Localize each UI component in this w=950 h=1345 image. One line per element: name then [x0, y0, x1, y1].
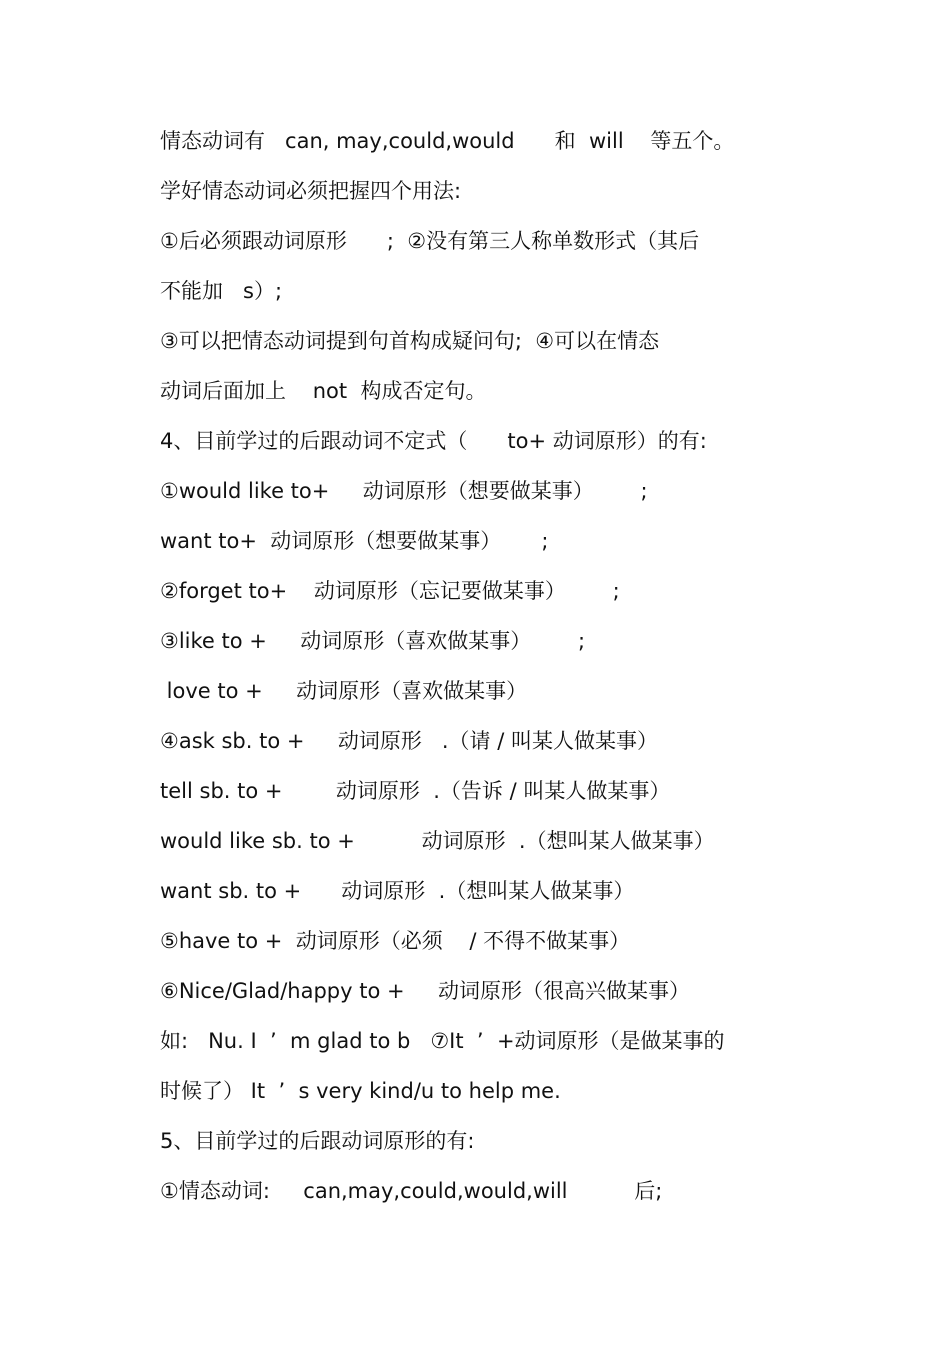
text-line: want sb. to + 动词原形 .（想叫某人做某事） — [160, 879, 635, 903]
text-line: ②forget to+ 动词原形（忘记要做某事） ; — [160, 579, 620, 603]
text-line: 不能加 s）; — [160, 279, 283, 303]
text-line: ⑤have to + 动词原形（必须 / 不得不做某事） — [160, 929, 631, 953]
section-heading: 5、目前学过的后跟动词原形的有: — [160, 1129, 475, 1153]
text-line: ⑥Nice/Glad/happy to + 动词原形（很高兴做某事） — [160, 979, 690, 1003]
section-heading: 4、目前学过的后跟动词不定式（ to+ 动词原形）的有: — [160, 429, 707, 453]
text-line: 如: Nu. I ’ m glad to b ⑦It ’ +动词原形（是做某事的 — [160, 1029, 725, 1053]
text-line: ①后必须跟动词原形 ; ②没有第三人称单数形式（其后 — [160, 229, 700, 253]
text-line: 情态动词有 can, may,could,would 和 will 等五个。 — [160, 129, 735, 153]
text-line: love to + 动词原形（喜欢做某事） — [160, 679, 528, 703]
document-body — [160, 121, 780, 1221]
text-line: tell sb. to + 动词原形 .（告诉 / 叫某人做某事） — [160, 779, 671, 803]
text-line: ①情态动词: can,may,could,would,will 后; — [160, 1179, 663, 1203]
text-line: ③like to + 动词原形（喜欢做某事） ; — [160, 629, 586, 653]
text-line: would like sb. to + 动词原形 .（想叫某人做某事） — [160, 829, 715, 853]
text-line: ①would like to+ 动词原形（想要做某事） ; — [160, 479, 648, 503]
text-line: 动词后面加上 not 构成否定句。 — [160, 379, 487, 403]
text-line: want to+ 动词原形（想要做某事） ; — [160, 529, 549, 553]
text-line: 学好情态动词必须把握四个用法: — [160, 179, 462, 203]
text-line: ④ask sb. to + 动词原形 .（请 / 叫某人做某事） — [160, 729, 658, 753]
text-line: ③可以把情态动词提到句首构成疑问句; ④可以在情态 — [160, 329, 660, 353]
text-line: 时候了） It ’ s very kind/u to help me. — [160, 1079, 561, 1103]
